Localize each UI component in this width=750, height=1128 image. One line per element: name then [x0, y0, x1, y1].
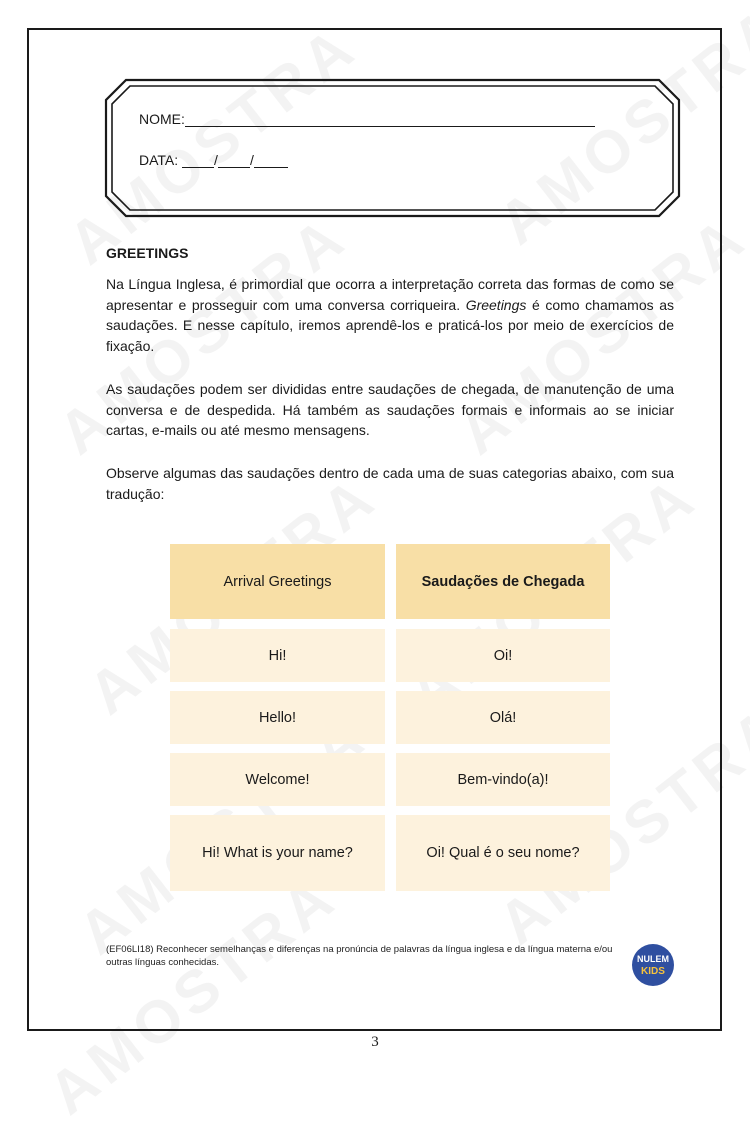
date-separator: /	[249, 152, 254, 168]
intro-text: é como chamamos as saudações. E nesse capítulo, iremos aprendê-los e praticá-los por meio de exercícios de fixação.	[106, 296, 674, 354]
page-number: 3	[371, 1034, 379, 1050]
bncc-skill-note: (EF06LI18) Reconhecer semelhanças e diferenças na pronúncia de palavras da língua inglesa e da língua materna e/ou outras línguas conhecidas.	[106, 944, 613, 968]
instruction-paragraph: Observe algumas das saudações dentro de cada uma de suas categorias abaixo, com sua tradução:	[106, 465, 674, 502]
name-label: NOME:	[139, 111, 185, 127]
name-input-line[interactable]	[185, 112, 595, 127]
intro-text: Na Língua Inglesa, é primordial que ocorra a interpretação correta das formas de como se apresentar e prosseguir com uma conversa corriqueira.	[106, 276, 674, 313]
date-day-line[interactable]	[182, 153, 214, 168]
date-field-row	[139, 152, 288, 168]
logo-badge-icon	[631, 943, 675, 987]
publisher-logo	[631, 943, 675, 987]
table-cell-english: Welcome!	[170, 753, 385, 806]
table-header-portuguese: Saudações de Chegada	[396, 544, 610, 619]
date-separator: /	[214, 152, 218, 168]
student-info-frame	[104, 78, 681, 218]
table-cell-portuguese: Bem-vindo(a)!	[396, 753, 610, 806]
table-cell-portuguese: Olá!	[396, 691, 610, 744]
table-cell-portuguese: Oi!	[396, 629, 610, 682]
section-title: GREETINGS	[106, 245, 189, 261]
double-frame-border	[104, 78, 681, 218]
name-field-row	[139, 111, 595, 127]
table-cell-english: Hi! What is your name?	[170, 815, 385, 891]
logo-bottom-text: KIDS	[641, 966, 665, 977]
intro-italic-term: Greetings	[465, 296, 527, 313]
logo-top-text: NULEM	[637, 954, 669, 964]
table-header-english: Arrival Greetings	[170, 544, 385, 619]
table-cell-portuguese: Oi! Qual é o seu nome?	[396, 815, 610, 891]
table-cell-english: Hello!	[170, 691, 385, 744]
date-year-line[interactable]	[254, 153, 288, 168]
categories-paragraph: As saudações podem ser divididas entre saudações de chegada, de manutenção de uma conversa e de despedida. Há também as saudações formais e informais ao se iniciar cartas, e-mails ou até mesmo mensagens.	[106, 381, 674, 438]
date-label: DATA:	[139, 152, 179, 168]
table-cell-english: Hi!	[170, 629, 385, 682]
date-month-line[interactable]	[218, 153, 250, 168]
intro-paragraph	[106, 274, 674, 356]
